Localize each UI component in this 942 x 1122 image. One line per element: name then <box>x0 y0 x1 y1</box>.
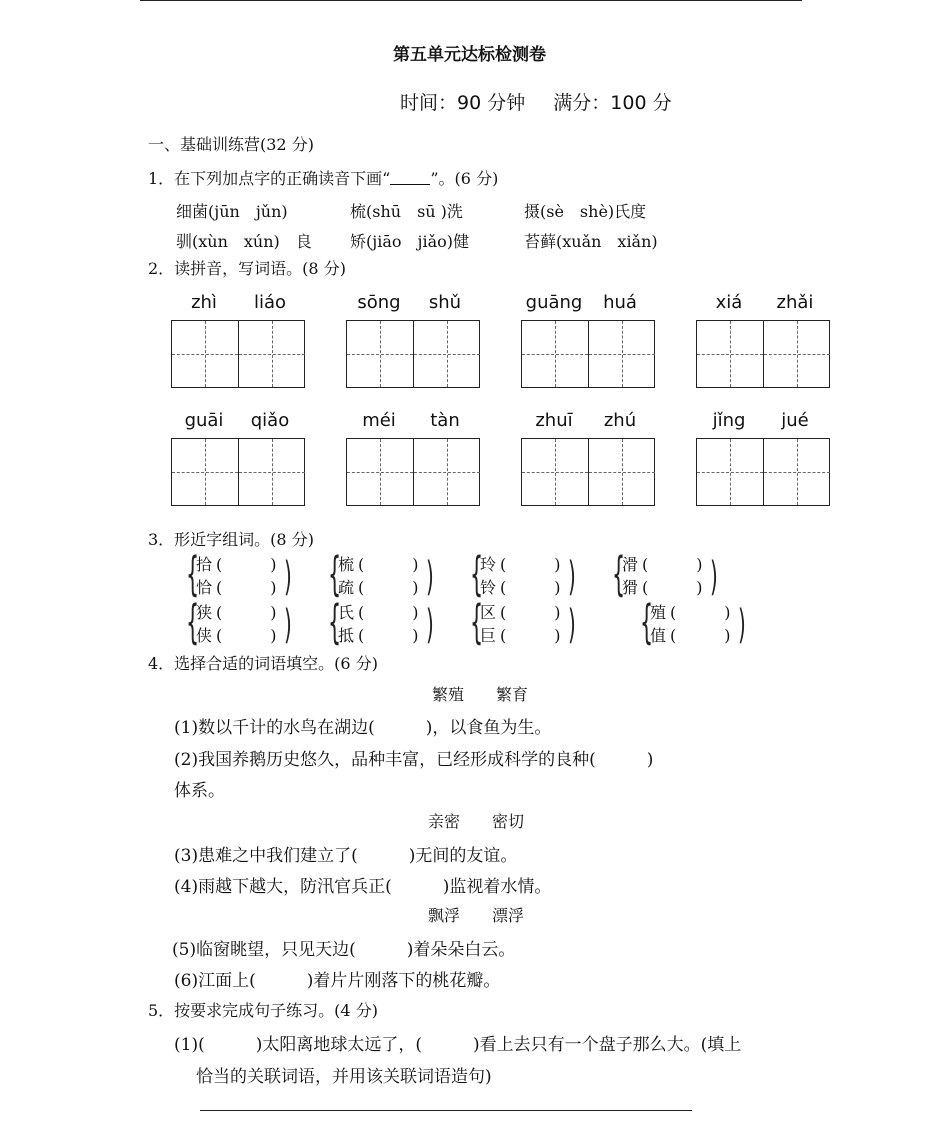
pinyin-label: sōng <box>357 292 401 313</box>
word-line[interactable]: 巨 ( ) <box>480 626 561 645</box>
grid-cell[interactable] <box>697 439 763 505</box>
q1-item[interactable]: 细菌(jūn jǔn) <box>176 202 288 221</box>
word-line[interactable]: 恰 ( ) <box>196 578 277 597</box>
char: 巨 <box>480 626 497 645</box>
pinyin-label: liáo <box>253 292 287 313</box>
right-paren: ) <box>284 602 292 648</box>
fill-sentence[interactable]: (3)患难之中我们建立了( )无间的友谊。 <box>174 846 518 866</box>
word-line[interactable]: 梳 ( ) <box>338 555 419 574</box>
char: 滑 <box>622 555 639 574</box>
word-pair-group <box>328 595 448 649</box>
q1-item[interactable]: 苔藓(xuǎn xiǎn) <box>524 232 658 251</box>
fill-sentence[interactable]: (5)临窗眺望，只见天边( )着朵朵白云。 <box>172 940 516 960</box>
word-pair-group <box>470 595 590 649</box>
q1-row-1 <box>176 199 646 222</box>
word-line[interactable]: 疏 ( ) <box>338 578 419 597</box>
word-line[interactable]: 滑 ( ) <box>622 555 703 574</box>
grid-cell[interactable] <box>238 439 305 505</box>
pinyin-label: qiǎo <box>250 410 290 431</box>
left-brace: { <box>470 547 484 601</box>
q4-prompt: 4．选择合适的词语填空。(6 分) <box>148 654 378 673</box>
char: 狭 <box>196 603 213 622</box>
q2-prompt: 2．读拼音，写词语。(8 分) <box>148 259 346 278</box>
left-brace: { <box>612 547 626 601</box>
word-pair-group <box>612 547 732 601</box>
grid-cell[interactable] <box>522 439 588 505</box>
char: 玲 <box>480 555 497 574</box>
writing-grid[interactable] <box>346 320 480 388</box>
q1-row-2 <box>176 229 658 252</box>
left-brace: { <box>328 595 342 649</box>
fill-sentence[interactable]: (2)我国养鹅历史悠久，品种丰富，已经形成科学的良种( ) <box>174 750 654 770</box>
char: 梳 <box>338 555 355 574</box>
word-line[interactable]: 值 ( ) <box>650 626 731 645</box>
writing-grid[interactable] <box>696 320 830 388</box>
grid-cell[interactable] <box>588 321 655 387</box>
writing-grid[interactable] <box>171 320 305 388</box>
word-line[interactable]: 拾 ( ) <box>196 555 277 574</box>
word-line[interactable]: 殖 ( ) <box>650 603 731 622</box>
pinyin-label: jǐng <box>712 410 746 431</box>
pinyin-label: méi <box>362 410 396 431</box>
fill-sentence[interactable]: (1)数以千计的水鸟在湖边( )，以食鱼为生。 <box>174 718 552 738</box>
writing-grid[interactable] <box>521 320 655 388</box>
right-paren: ) <box>738 602 746 648</box>
right-paren: ) <box>710 554 718 600</box>
writing-grid[interactable] <box>696 438 830 506</box>
answer-line[interactable] <box>200 1110 692 1111</box>
word-pair-group <box>328 547 448 601</box>
grid-cell[interactable] <box>763 321 830 387</box>
char: 殖 <box>650 603 667 622</box>
writing-grid[interactable] <box>346 438 480 506</box>
left-brace: { <box>470 595 484 649</box>
pinyin-label: guāi <box>184 410 224 431</box>
q1-prompt-start: 1．在下列加点字的正确读音下画“ <box>148 169 391 188</box>
word-pair-group <box>186 547 306 601</box>
pinyin-label: shǔ <box>428 292 462 313</box>
char: 铃 <box>480 578 497 597</box>
q1-item[interactable]: 驯(xùn xún) 良 <box>176 232 312 251</box>
time-label: 时间：90 分钟 <box>400 92 526 114</box>
char: 侠 <box>196 626 213 645</box>
word-line[interactable]: 氏 ( ) <box>338 603 419 622</box>
q1-item[interactable]: 摄(sè shè)氏度 <box>524 202 647 221</box>
word-choices: 亲密 密切 <box>428 812 525 831</box>
char: 值 <box>650 626 667 645</box>
word-line[interactable]: 玲 ( ) <box>480 555 561 574</box>
fill-sentence-cont: 恰当的关联词语，并用该关联词语造句) <box>196 1067 492 1087</box>
right-paren: ) <box>568 602 576 648</box>
q1-prompt-end: ”。(6 分) <box>430 169 499 188</box>
word-choices: 飘浮 漂浮 <box>428 906 525 925</box>
grid-cell[interactable] <box>172 321 238 387</box>
pinyin-label: zhuī <box>535 410 573 431</box>
char: 拾 <box>196 555 213 574</box>
grid-cell[interactable] <box>763 439 830 505</box>
top-rule <box>140 0 802 1</box>
grid-cell[interactable] <box>172 439 238 505</box>
char: 恰 <box>196 578 213 597</box>
pinyin-label: jué <box>781 410 809 431</box>
exam-meta <box>400 88 694 115</box>
grid-cell[interactable] <box>413 439 480 505</box>
grid-cell[interactable] <box>522 321 588 387</box>
word-line[interactable]: 侠 ( ) <box>196 626 277 645</box>
right-paren: ) <box>568 554 576 600</box>
pinyin-label: zhǎi <box>776 292 814 313</box>
page-title: 第五单元达标检测卷 <box>393 45 546 65</box>
q1-item[interactable]: 梳(shū sū )洗 <box>350 202 463 221</box>
pinyin-label: zhì <box>191 292 217 313</box>
word-pair-group <box>186 595 306 649</box>
q1-prompt <box>148 166 498 189</box>
fill-sentence[interactable]: (1)( )太阳离地球太远了，( )看上去只有一个盘子那么大。(填上 <box>174 1035 742 1055</box>
score-label: 满分：100 分 <box>553 92 672 114</box>
char: 猾 <box>622 578 639 597</box>
word-line[interactable]: 猾 ( ) <box>622 578 703 597</box>
underline-blank <box>390 170 430 185</box>
char: 疏 <box>338 578 355 597</box>
fill-sentence[interactable]: (6)江面上( )着片片刚落下的桃花瓣。 <box>174 971 501 991</box>
grid-cell[interactable] <box>588 439 655 505</box>
grid-cell[interactable] <box>238 321 305 387</box>
pinyin-label: guāng <box>525 292 583 313</box>
word-pair-group <box>640 595 760 649</box>
word-line[interactable]: 铃 ( ) <box>480 578 561 597</box>
fill-sentence-cont: 体系。 <box>174 781 225 801</box>
writing-grid[interactable] <box>521 438 655 506</box>
char: 区 <box>480 603 497 622</box>
word-pair-group <box>470 547 590 601</box>
writing-grid[interactable] <box>171 438 305 506</box>
grid-cell[interactable] <box>347 439 413 505</box>
grid-cell[interactable] <box>697 321 763 387</box>
word-line[interactable]: 狭 ( ) <box>196 603 277 622</box>
word-line[interactable]: 抵 ( ) <box>338 626 419 645</box>
section-title: 一、基础训练营(32 分) <box>148 135 314 154</box>
q5-prompt: 5．按要求完成句子练习。(4 分) <box>148 1001 378 1020</box>
q3-prompt: 3．形近字组词。(8 分) <box>148 530 314 549</box>
pinyin-label: huá <box>603 292 637 313</box>
left-brace: { <box>640 595 654 649</box>
left-brace: { <box>328 547 342 601</box>
pinyin-label: tàn <box>430 410 460 431</box>
pinyin-label: xiá <box>715 292 743 313</box>
grid-cell[interactable] <box>413 321 480 387</box>
left-brace: { <box>186 547 200 601</box>
right-paren: ) <box>426 554 434 600</box>
right-paren: ) <box>284 554 292 600</box>
char: 氏 <box>338 603 355 622</box>
word-line[interactable]: 区 ( ) <box>480 603 561 622</box>
fill-sentence[interactable]: (4)雨越下越大，防汛官兵正( )监视着水情。 <box>174 877 552 897</box>
pinyin-label: zhú <box>603 410 637 431</box>
grid-cell[interactable] <box>347 321 413 387</box>
char: 抵 <box>338 626 355 645</box>
right-paren: ) <box>426 602 434 648</box>
q1-item[interactable]: 矫(jiāo jiǎo)健 <box>350 232 469 251</box>
word-choices: 繁殖 繁育 <box>432 685 529 704</box>
left-brace: { <box>186 595 200 649</box>
